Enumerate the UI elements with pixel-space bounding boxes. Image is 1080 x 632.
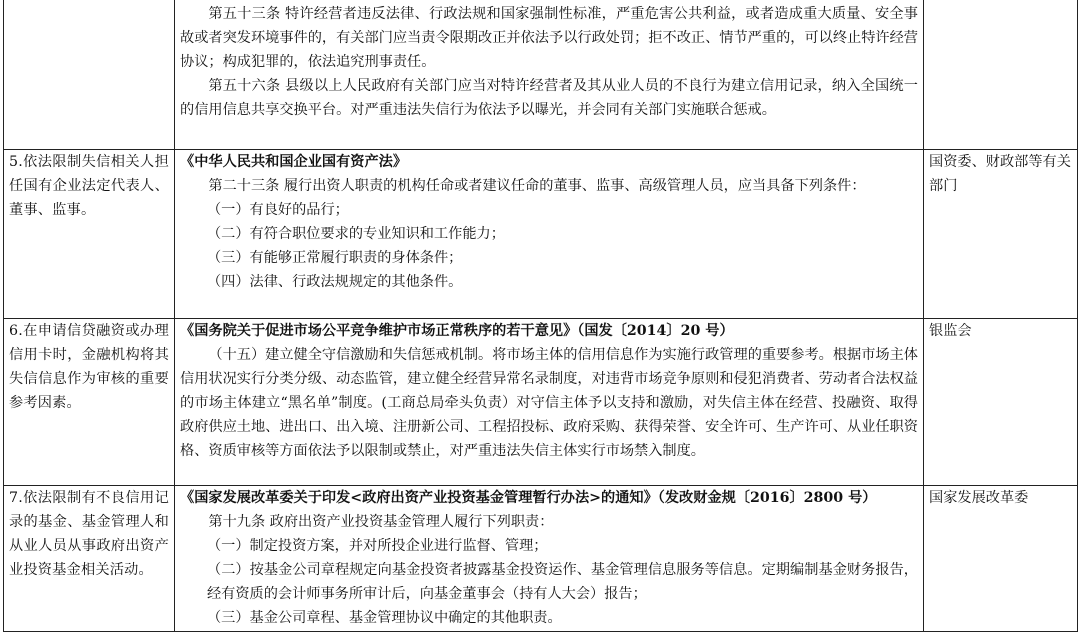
law-list-item: （二）有符合职位要求的专业知识和工作能力； bbox=[206, 225, 505, 242]
measure-cell: 7.依法限制有不良信用记录的基金、基金管理人和从业人员从事政府出资产业投资基金相关活动。 bbox=[4, 486, 175, 632]
law-list-item: （一）制定投资方案，并对所投企业进行监督、管理； bbox=[206, 537, 548, 554]
table-row bbox=[4, 486, 1078, 632]
department-cell: 国家发展改革委 bbox=[924, 486, 1078, 632]
measure-cell: 5.依法限制失信相关人担任国有企业法定代表人、董事、监事。 bbox=[4, 150, 175, 319]
law-title: 《国家发展改革委关于印发<政府出资产业投资基金管理暂行办法>的通知》（发改财金规〔2016〕2800 号） bbox=[180, 490, 877, 506]
law-article: 第二十三条 履行出资人职责的机构任命或者建议任命的董事、监事、高级管理人员，应当具备下列条件： bbox=[208, 177, 866, 194]
law-list-item: （二）按基金公司章程规定向基金投资者披露基金投资运作、基金管理信息服务等信息。定期编制基金财务报告，经有资质的会计师事务所审计后，向基金董事会（持有人大会）报告； bbox=[206, 561, 918, 602]
law-article: 第十九条 政府出资产业投资基金管理人履行下列职责： bbox=[208, 513, 554, 530]
law-title: 《国务院关于促进市场公平竞争维护市场正常秩序的若干意见》（国发〔2014〕20 号） bbox=[180, 323, 734, 339]
measure-cell bbox=[4, 0, 175, 150]
measures-table bbox=[3, 0, 1078, 632]
table-row bbox=[4, 0, 1078, 150]
department-cell: 银监会 bbox=[924, 319, 1078, 486]
law-title: 《中华人民共和国企业国有资产法》 bbox=[180, 154, 408, 170]
table-row bbox=[4, 319, 1078, 486]
table-row bbox=[4, 150, 1078, 319]
legal-basis-cell bbox=[175, 150, 924, 319]
legal-basis-cell bbox=[175, 486, 924, 632]
department-cell: 国资委、财政部等有关部门 bbox=[924, 150, 1078, 319]
law-paragraph: 第五十六条 县级以上人民政府有关部门应当对特许经营者及其从业人员的不良行为建立信用记录，纳入全国统一的信用信息共享交换平台。对严重违法失信行为依法予以曝光，并会同有关部门实施联合惩戒。 bbox=[180, 77, 918, 118]
legal-basis-cell bbox=[175, 319, 924, 486]
law-list-item: （三）有能够正常履行职责的身体条件； bbox=[206, 249, 463, 266]
law-list-item: （三）基金公司章程、基金管理协议中确定的其他职责。 bbox=[206, 609, 562, 626]
measure-cell: 6.在申请信贷融资或办理信用卡时，金融机构将其失信信息作为审核的重要参考因素。 bbox=[4, 319, 175, 486]
law-list-item: （四）法律、行政法规规定的其他条件。 bbox=[206, 273, 463, 290]
legal-basis-cell bbox=[175, 0, 924, 150]
law-list-item: （一）有良好的品行； bbox=[206, 201, 349, 218]
law-paragraph: 第五十三条 特许经营者违反法律、行政法规和国家强制性标准，严重危害公共利益，或者造成重大质量、安全事故或者突发环境事件的，有关部门应当责令限期改正并依法予以行政处罚；拒不改正、情节严重的，可以终止特许经营协议；构成犯罪的，依法追究刑事责任。 bbox=[180, 6, 918, 70]
department-cell bbox=[924, 0, 1078, 150]
law-paragraph: （十五）建立健全守信激励和失信惩戒机制。将市场主体的信用信息作为实施行政管理的重要参考。根据市场主体信用状况实行分类分级、动态监管，建立健全经营异常名录制度，对违背市场竞争原则和侵犯消费者、劳动者合法权益的市场主体建立“黑名单”制度。(工商总局牵头负责）对守信主体予以支持和激励，对失信主体在经营、投融资、取得政府供应土地、进出口、出入境、注册新公司、工程招投标、政府采购、获得荣誉、安全许可、生产许可、从业任职资格、资质审核等方面依法予以限制或禁止，对严重违法失信主体实行市场禁入制度。 bbox=[180, 346, 918, 459]
